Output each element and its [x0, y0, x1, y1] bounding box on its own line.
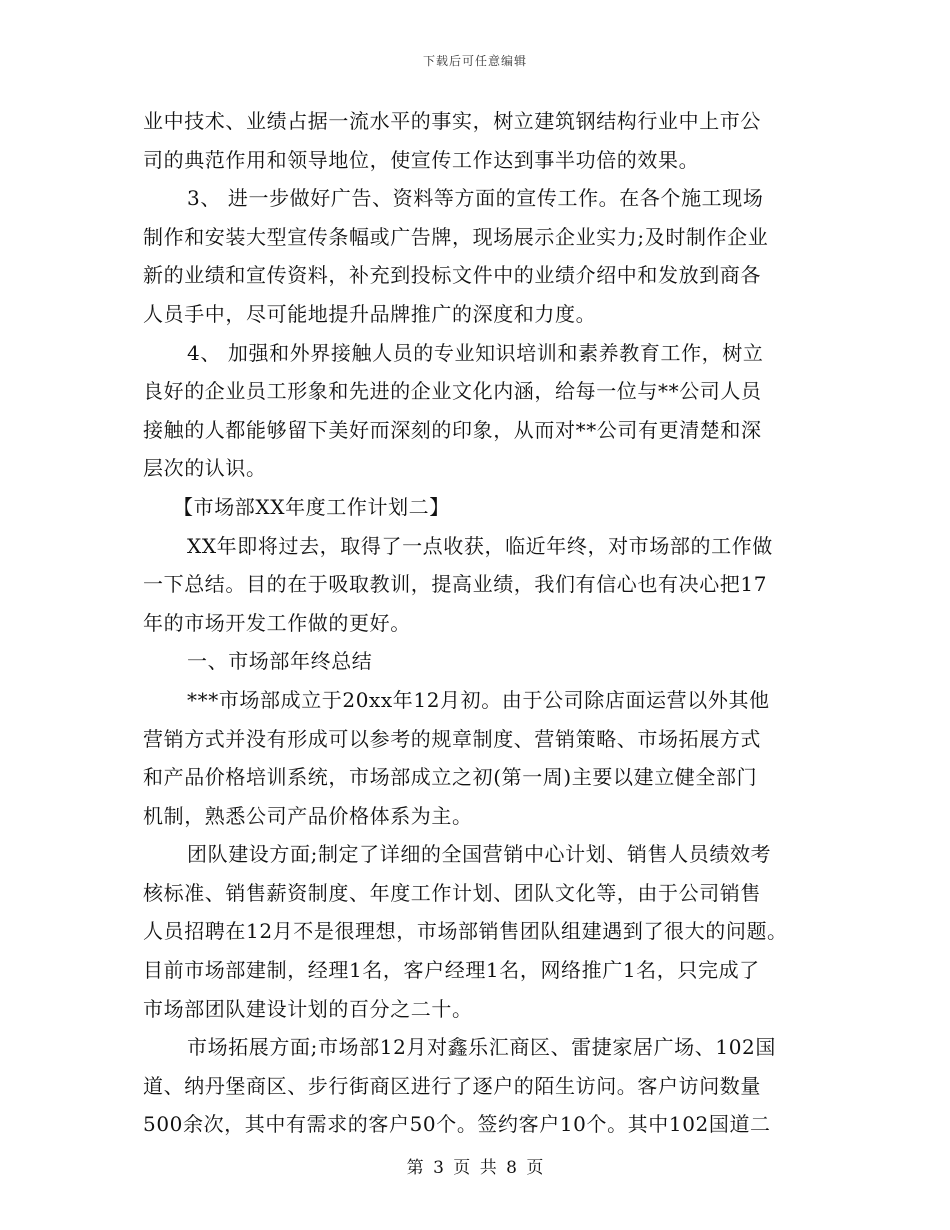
text-line: 新的业绩和宣传资料，补充到投标文件中的业绩介绍中和发放到商各: [143, 263, 761, 288]
text-line: 人员招聘在12月不是很理想，市场部销售团队组建遇到了很大的问题。: [143, 919, 788, 944]
page-number-footer: 第 3 页 共 8 页: [406, 1158, 544, 1178]
text-line: 机制，熟悉公司产品价格体系为主。: [143, 803, 473, 828]
text-line: 年的市场开发工作做的更好。: [143, 610, 411, 635]
text-line: 和产品价格培训系统，市场部成立之初(第一周)主要以建立健全部门: [143, 765, 758, 790]
text-line: 4、 加强和外界接触人员的专业知识培训和素养教育工作，树立: [187, 340, 764, 365]
text-line: 市场拓展方面;市场部12月对鑫乐汇商区、雷捷家居广场、102国: [187, 1035, 776, 1060]
text-line: 目前市场部建制，经理1名，客户经理1名，网络推广1名，只完成了: [143, 958, 760, 983]
text-line: 市场部团队建设计划的百分之二十。: [143, 996, 473, 1021]
page-header: 下载后可任意编辑: [422, 54, 527, 68]
section-heading: 【市场部XX年度工作计划二】: [173, 494, 450, 519]
text-line: 接触的人都能够留下美好而深刻的印象，从而对**公司有更清楚和深: [143, 417, 762, 442]
text-line: 500余次，其中有需求的客户50个。签约客户10个。其中102国道二: [143, 1112, 771, 1137]
text-line: 核标准、销售薪资制度、年度工作计划、团队文化等，由于公司销售: [143, 880, 761, 905]
text-line: 团队建设方面;制定了详细的全国营销中心计划、销售人员绩效考: [187, 842, 772, 867]
text-line: 良好的企业员工形象和先进的企业文化内涵，给每一位与**公司人员: [143, 379, 762, 404]
text-line: 制作和安装大型宣传条幅或广告牌，现场展示企业实力;及时制作企业: [143, 224, 769, 249]
text-line: 3、 进一步做好广告、资料等方面的宣传工作。在各个施工现场: [187, 186, 764, 211]
subsection-heading: 一、市场部年终总结: [187, 649, 373, 674]
text-line: ***市场部成立于20xx年12月初。由于公司除店面运营以外其他: [187, 687, 770, 712]
text-line: 层次的认识。: [143, 456, 267, 481]
text-line: XX年即将过去，取得了一点收获，临近年终，对市场部的工作做: [187, 533, 773, 558]
text-line: 道、纳丹堡商区、步行街商区进行了逐户的陌生访问。客户访问数量: [143, 1073, 761, 1098]
text-line: 人员手中，尽可能地提升品牌推广的深度和力度。: [143, 301, 597, 326]
text-line: 营销方式并没有形成可以参考的规章制度、营销策略、市场拓展方式: [143, 726, 761, 751]
text-line: 司的典范作用和领导地位，使宣传工作达到事半功倍的效果。: [143, 147, 700, 172]
text-line: 一下总结。目的在于吸取教训，提高业绩，我们有信心也有决心把17: [143, 572, 768, 597]
document-body: [143, 102, 811, 1144]
text-line: 业中技术、业绩占据一流水平的事实，树立建筑钢结构行业中上市公: [143, 109, 761, 133]
